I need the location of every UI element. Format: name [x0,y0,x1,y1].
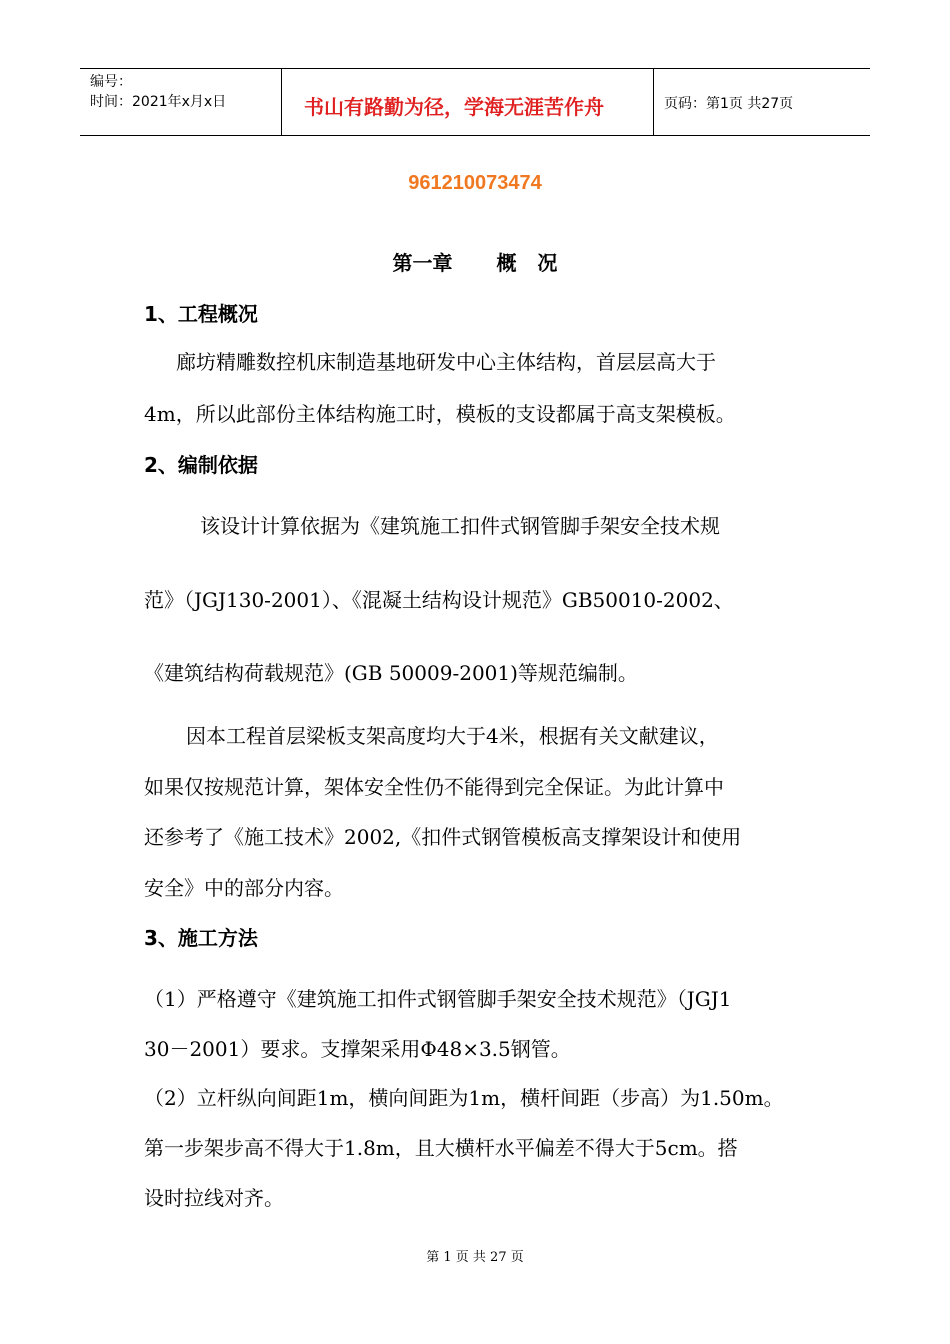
motto: 书山有路勤为径，学海无涯苦作舟 [304,95,604,119]
header-page-cell [654,69,870,135]
page-footer: 第 1 页 共 27 页 [426,1250,524,1265]
section-heading-2: 2、编制依据 [144,453,258,477]
section-heading-1: 1、工程概况 [144,302,258,326]
header-left-cell [80,69,282,135]
paragraph-line: 《建筑结构荷载规范》(GB 50009-2001)等规范编制。 [144,661,638,685]
page-info: 页码：第1页 共27页 [664,96,794,112]
paragraph-line: 如果仅按规范计算，架体安全性仍不能得到完全保证。为此计算中 [144,775,724,799]
paragraph-line: 还参考了《施工技术》2002,《扣件式钢管模板高支撑架设计和使用 [144,825,742,849]
paragraph-line: 第一步架步高不得大于1.8m，且大横杆水平偏差不得大于5cm。搭 [144,1136,738,1160]
paragraph-line: 30－2001）要求。支撑架采用Φ48×3.5钢管。 [144,1037,571,1061]
number-label: 编号： [90,74,132,90]
chapter-title: 概 况 [496,251,558,275]
document-code: 961210073474 [408,172,542,194]
section-heading-3: 3、施工方法 [144,926,258,950]
header-motto-cell [282,69,654,135]
paragraph-line: 4m，所以此部份主体结构施工时，模板的支设都属于高支架模板。 [144,402,736,426]
paragraph-line: 设时拉线对齐。 [144,1186,284,1210]
paragraph-line: 廊坊精雕数控机床制造基地研发中心主体结构，首层层高大于 [176,350,716,374]
paragraph-line: 范》（JGJ130-2001）、《混凝土结构设计规范》GB50010-2002、 [144,588,734,612]
paragraph-line: 安全》中的部分内容。 [144,876,344,900]
time-label: 时间：2021年x月x日 [90,94,227,110]
paragraph-line: 该设计计算依据为《建筑施工扣件式钢管脚手架安全技术规 [200,514,720,538]
header-table [80,68,870,136]
paragraph-line: （2）立杆纵向间距1m，横向间距为1m，横杆间距（步高）为1.50m。 [144,1086,784,1110]
chapter-number: 第一章 [392,251,453,275]
paragraph-line: （1）严格遵守《建筑施工扣件式钢管脚手架安全技术规范》（JGJ1 [144,987,732,1011]
paragraph-line: 因本工程首层梁板支架高度均大于4米，根据有关文献建议， [186,724,719,748]
chapter-heading [0,247,950,276]
